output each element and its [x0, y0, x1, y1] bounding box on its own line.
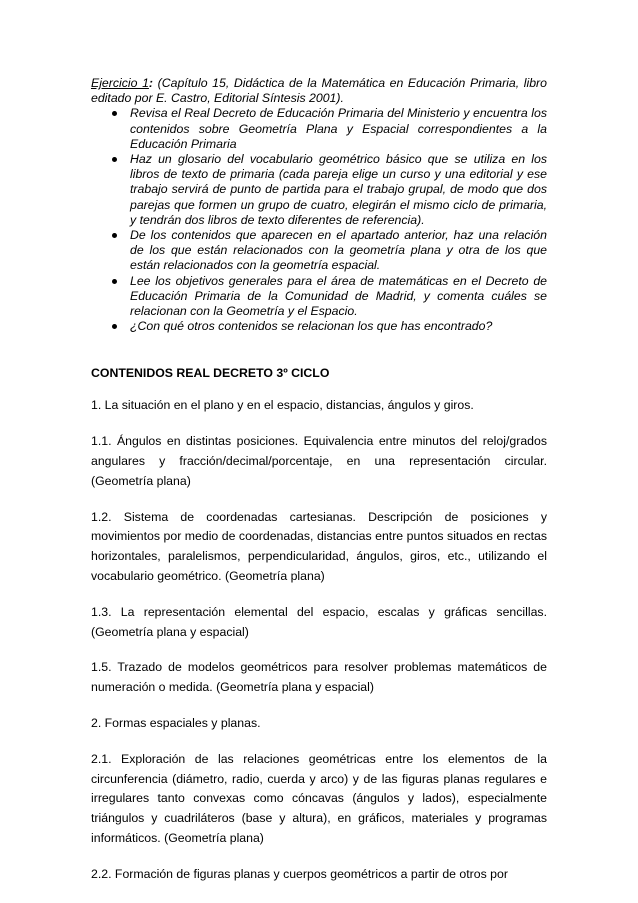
document-page	[91, 76, 547, 885]
content-paragraph: 2.2. Formación de figuras planas y cuerpos geométricos a partir de otros por	[91, 866, 508, 881]
task-item	[91, 228, 547, 274]
task-item	[91, 319, 547, 334]
task-text: Haz un glosario del vocabulario geométrico básico que se utiliza en los libros de texto de primaria (cada pareja elige un curso y una editorial y ese trabajo servirá de punto de partida para el trabajo grupal, de modo que dos parejas que formen un grupo de cuatro, elegirán el mismo ciclo de primaria, y tendrán dos libros de texto diferentes de referencia).	[130, 152, 547, 227]
task-text: Lee los objetivos generales para el área de matemáticas en el Decreto de Educación Primaria de la Comunidad de Madrid, y comenta cuáles se relacionan con la Geometría y el Espacio.	[130, 273, 547, 319]
bullet-icon	[112, 233, 117, 238]
bullet-icon	[112, 111, 117, 116]
section-title: CONTENIDOS REAL DECRETO 3º CICLO	[91, 366, 330, 381]
exercise-label: Ejercicio 1	[91, 76, 149, 90]
content-paragraph: 1.2. Sistema de coordenadas cartesianas. Descripción de posiciones y movimientos por medio de coordenadas, distancias entre puntos situados en rectas horizontales, paralelismos, perpendicularidad, ángulos, giros, etc., utilizando el vocabulario geométrico. (Geometría plana)	[91, 509, 547, 584]
exercise-source: (Capítulo 15, Didáctica de la Matemática en Educación Primaria, libro editado por E. Castro, Editorial Síntesis 2001).	[91, 76, 547, 106]
content-paragraph: 1.5. Trazado de modelos geométricos para resolver problemas matemáticos de numeración o medida. (Geometría plana y espacial)	[91, 660, 547, 695]
content-paragraph: 1.3. La representación elemental del espacio, escalas y gráficas sencillas. (Geometría plana y espacial)	[91, 604, 547, 639]
bullet-icon	[112, 324, 117, 329]
task-text: De los contenidos que aparecen en el apartado anterior, haz una relación de los que están relacionados con la geometría plana y otra de los que están relacionados con la geometría espacial.	[130, 228, 547, 273]
exercise-colon: :	[148, 76, 154, 90]
bullet-icon	[112, 157, 117, 162]
content-paragraph: 2. Formas espaciales y planas.	[91, 716, 261, 731]
task-item	[91, 152, 547, 228]
exercise-intro	[91, 76, 547, 106]
task-text: ¿Con qué otros contenidos se relacionan los que has encontrado?	[130, 319, 493, 334]
bullet-icon	[112, 279, 117, 284]
task-item	[91, 274, 547, 320]
task-list	[91, 106, 547, 334]
content-paragraph: 1.1. Ángulos en distintas posiciones. Equivalencia entre minutos del reloj/grados angulares y fracción/decimal/porcentaje, en una representación circular. (Geometría plana)	[91, 434, 547, 488]
task-item	[91, 106, 547, 152]
content-paragraph: 2.1. Exploración de las relaciones geométricas entre los elementos de la circunferencia (diámetro, radio, cuerda y arco) y de las figuras planas regulares e irregulares tanto convexas como cóncavas (ángulos y lados), especialmente triángulos y cuadriláteros (base y altura), en gráficos, materiales y programas informáticos. (Geometría plana)	[91, 751, 547, 845]
content-paragraph: 1. La situación en el plano y en el espacio, distancias, ángulos y giros.	[91, 398, 474, 413]
task-text: Revisa el Real Decreto de Educación Primaria del Ministerio y encuentra los contenidos sobre Geometría Plana y Espacial correspondientes a la Educación Primaria	[130, 106, 547, 151]
